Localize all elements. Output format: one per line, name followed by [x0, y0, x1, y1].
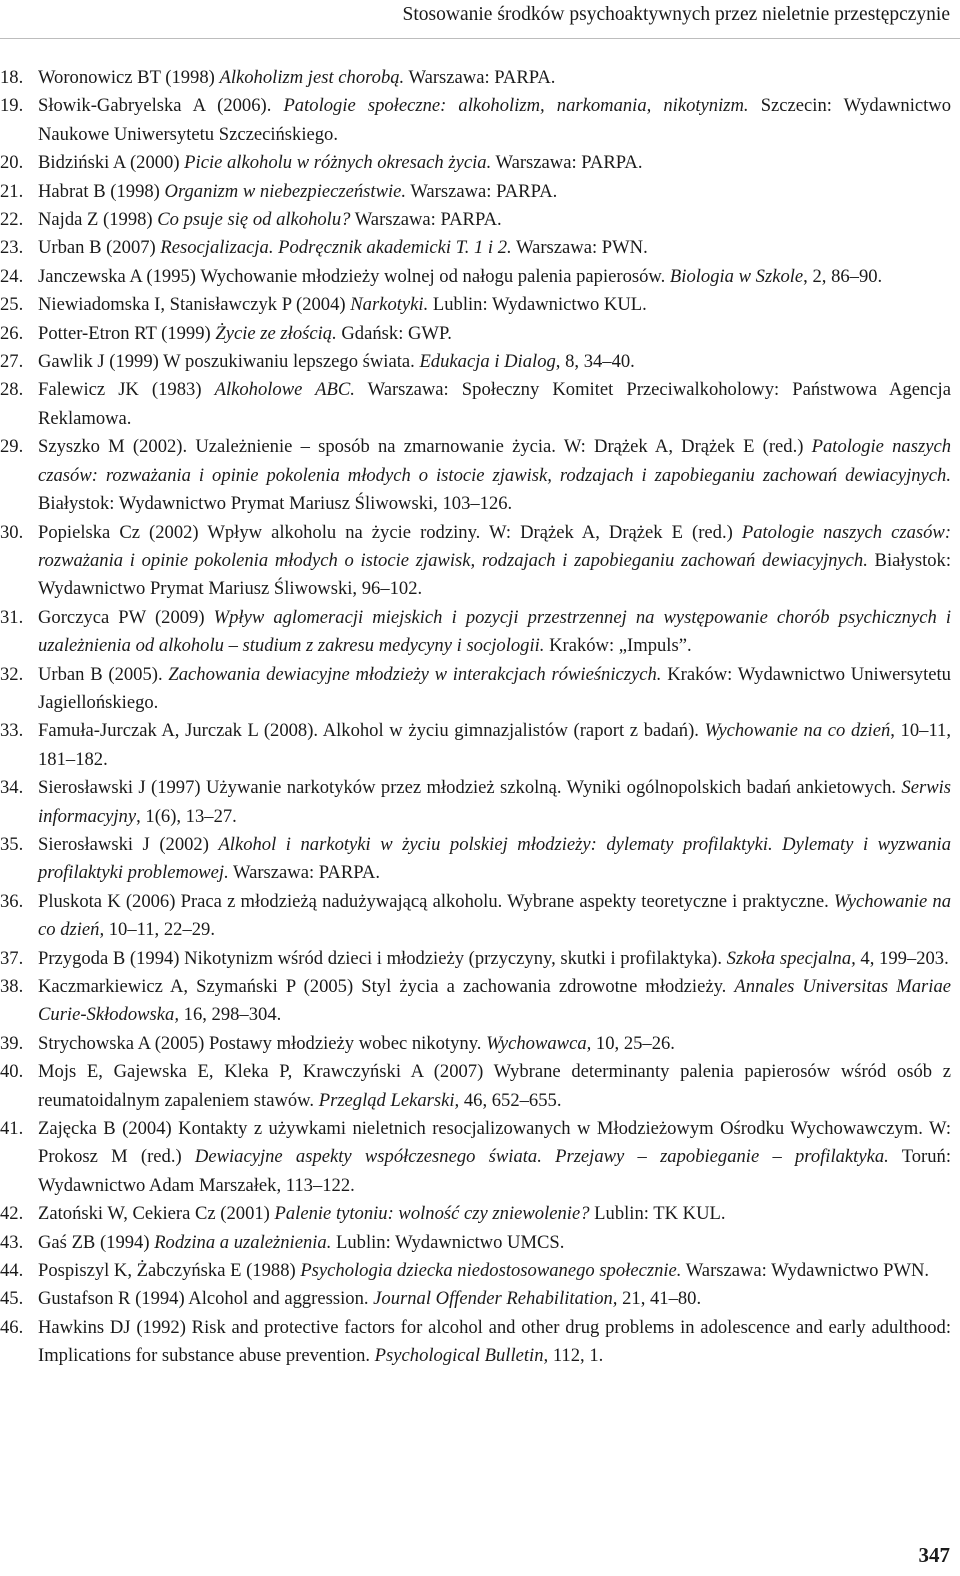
reference-text: [38, 1288, 701, 1309]
reference-italic-segment: Serwis informacyjny: [38, 777, 951, 827]
reference-item: [0, 320, 951, 348]
reference-number: 34.: [0, 777, 24, 799]
reference-segment: Hawkins DJ (1992) Risk and protective factors for alcohol and other drug problems in adolescence and early adulthood: Implications for substance abuse prevention.: [38, 1316, 951, 1367]
reference-segment: Strychowska A (2005) Postawy młodzieży wobec nikotyny.: [38, 1032, 487, 1054]
reference-italic-segment: Alkohol i narkotyki w życiu polskiej młodzieży: dylematy profilaktyki. Dylematy i wyzwania profilaktyki problemowej.: [38, 833, 951, 884]
reference-number: 27.: [0, 351, 24, 373]
reference-text: [38, 379, 951, 428]
reference-italic-segment: Organizm w niebezpieczeństwie.: [164, 180, 407, 202]
reference-segment: Urban B (2005).: [38, 663, 169, 685]
reference-segment: 16, 298–304.: [179, 1004, 282, 1026]
reference-segment: Niewiadomska I, Stanisławczyk P (2004): [38, 294, 351, 316]
reference-segment: Woronowicz BT (1998): [38, 67, 220, 88]
reference-segment: Toruń: Wydawnictwo Adam Marszałek, 113–122.: [38, 1146, 952, 1196]
reference-item: [0, 661, 951, 718]
reference-italic-segment: Palenie tytoniu: wolność czy zniewolenie?: [274, 1203, 590, 1225]
reference-segment: 10–11, 22–29.: [104, 919, 215, 941]
reference-segment: Kaczmarkiewicz A, Szymański P (2005) Styl życia a zachowania zdrowotne młodzieży.: [38, 976, 735, 997]
reference-item: [0, 717, 951, 774]
reference-number: 39.: [0, 1032, 24, 1054]
reference-segment: Zatoński W, Cekiera Cz (2001): [38, 1203, 275, 1225]
reference-segment: Gaś ZB (1994): [38, 1231, 155, 1253]
reference-segment: Gawlik J (1999) W poszukiwaniu lepszego świata.: [38, 351, 420, 373]
reference-segment: Warszawa: PARPA.: [491, 152, 643, 174]
reference-italic-segment: Dewiacyjne aspekty współczesnego świata. Przejawy – zapobieganie – profilaktyka.: [194, 1146, 889, 1168]
reference-text: [38, 1118, 951, 1196]
reference-segment: Warszawa: PARPA.: [406, 180, 558, 202]
reference-item: [0, 1200, 951, 1228]
reference-number: 40.: [0, 1061, 24, 1083]
reference-number: 38.: [0, 976, 24, 997]
reference-number: 30.: [0, 521, 24, 543]
reference-italic-segment: Rodzina a uzależnienia.: [154, 1231, 332, 1253]
reference-item: [0, 92, 951, 149]
reference-text: [38, 834, 951, 883]
reference-number: 33.: [0, 720, 24, 742]
reference-italic-segment: Wychowawca,: [486, 1032, 592, 1054]
reference-segment: Warszawa: PARPA.: [228, 862, 380, 884]
reference-italic-segment: Patologie naszych czasów: rozważania i opinie pokolenia młodych o istocie zjawisk, rodzajach i zapobieganiu zachowań dewiacyjnych.: [38, 521, 952, 571]
reference-segment: Habrat B (1998): [38, 180, 165, 202]
reference-segment: 21, 41–80.: [617, 1288, 702, 1310]
reference-number: 22.: [0, 209, 24, 231]
reference-segment: Białystok: Wydawnictwo Prymat Mariusz Śliwowski, 96–102.: [38, 549, 951, 600]
reference-item: [0, 945, 951, 973]
reference-italic-segment: Annales Universitas Mariae Curie-Skłodowska,: [38, 976, 951, 1026]
reference-italic-segment: Szkoła specjalna,: [726, 947, 856, 969]
reference-number: 42.: [0, 1203, 24, 1225]
reference-item: [0, 973, 951, 1030]
reference-segment: , 10–11, 181–182.: [38, 720, 951, 770]
reference-italic-segment: Wychowanie na co dzień,: [38, 890, 951, 941]
reference-segment: Mojs E, Gajewska E, Kleka P, Krawczyński A (2007) Wybrane determinanty palenia papierosów wśród osób z reumatoidalnym zapaleniem stawów.: [38, 1061, 951, 1111]
reference-segment: Kraków: „Impuls”.: [544, 635, 692, 657]
reference-segment: , 1(6), 13–27.: [136, 805, 237, 827]
reference-item: [0, 149, 951, 177]
reference-text: [38, 1232, 564, 1253]
reference-item: [0, 234, 951, 262]
reference-text: [38, 1061, 951, 1110]
reference-segment: Szyszko M (2002). Uzależnienie – sposób na zmarnowanie życia. W: Drążek A, Drążek E (red.): [38, 436, 812, 458]
reference-number: 45.: [0, 1288, 24, 1310]
reference-segment: Warszawa: PARPA.: [350, 209, 502, 231]
reference-number: 24.: [0, 265, 24, 287]
reference-number: 18.: [0, 67, 24, 88]
reference-text: [38, 294, 647, 315]
reference-item: [0, 291, 951, 319]
reference-number: 41.: [0, 1118, 24, 1140]
reference-segment: Janczewska A (1995) Wychowanie młodzieży wolnej od nałogu palenia papierosów.: [38, 265, 670, 287]
reference-segment: Gorczyca PW (2009): [38, 606, 214, 628]
reference-segment: Warszawa: Wydawnictwo PWN.: [681, 1260, 930, 1282]
reference-text: [38, 95, 951, 144]
reference-item: [0, 519, 951, 604]
reference-segment: Zajęcka B (2004) Kontakty z używkami nieletnich resocjalizowanych w Młodzieżowym Ośrodku Wychowawczym. W: Prokosz M (red.): [38, 1118, 951, 1168]
reference-text: [38, 777, 951, 826]
reference-item: [0, 433, 951, 518]
reference-number: 23.: [0, 237, 24, 259]
reference-italic-segment: Życie ze złością.: [215, 322, 337, 344]
reference-segment: Sierosławski J (2002): [38, 833, 219, 855]
reference-number: 31.: [0, 606, 24, 628]
reference-text: [38, 181, 557, 202]
reference-number: 43.: [0, 1231, 24, 1253]
reference-number: 19.: [0, 95, 24, 117]
reference-segment: Famuła-Jurczak A, Jurczak L (2008). Alkohol w życiu gimnazjalistów (raport z badań).: [38, 720, 705, 742]
reference-segment: Popielska Cz (2002) Wpływ alkoholu na życie rodziny. W: Drążek A, Drążek E (red.): [38, 521, 742, 543]
reference-segment: 46, 652–655.: [459, 1089, 562, 1111]
reference-item: [0, 1115, 951, 1200]
reference-text: [38, 152, 642, 173]
reference-number: 35.: [0, 833, 24, 855]
reference-text: [38, 67, 555, 88]
reference-text: [38, 1260, 929, 1281]
reference-segment: Pospiszyl K, Żabczyńska E (1988): [38, 1260, 301, 1282]
reference-text: [38, 209, 502, 230]
reference-segment: 112, 1.: [548, 1345, 604, 1367]
reference-number: 36.: [0, 890, 24, 912]
reference-text: [38, 266, 882, 287]
reference-italic-segment: Edukacja i Dialog: [419, 351, 556, 373]
reference-segment: Sierosławski J (1997) Używanie narkotyków przez młodzież szkolną. Wyniki ogólnopolskich badań ankietowych.: [38, 777, 902, 799]
reference-text: [38, 522, 951, 600]
reference-italic-segment: Psychologia dziecka niedostosowanego społecznie.: [300, 1260, 682, 1282]
reference-segment: Szczecin: Wydawnictwo Naukowe Uniwersytetu Szczecińskiego.: [38, 95, 951, 145]
reference-segment: Pluskota K (2006) Praca z młodzieżą nadużywającą alkoholu. Wybrane aspekty teoretyczne i praktyczne.: [38, 890, 834, 912]
reference-text: [38, 664, 951, 713]
reference-text: [38, 1033, 675, 1054]
reference-number: 21.: [0, 180, 24, 202]
reference-segment: Lublin: TK KUL.: [589, 1203, 726, 1225]
reference-segment: Urban B (2007): [38, 237, 161, 259]
reference-text: [38, 607, 951, 656]
reference-item: [0, 604, 951, 661]
reference-number: 44.: [0, 1260, 24, 1282]
reference-number: 46.: [0, 1316, 24, 1338]
reference-item: [0, 1229, 951, 1257]
reference-segment: Lublin: Wydawnictwo KUL.: [428, 294, 647, 316]
reference-italic-segment: Picie alkoholu w różnych okresach życia.: [184, 152, 492, 174]
reference-text: [38, 891, 951, 940]
reference-number: 26.: [0, 322, 24, 344]
reference-item: [0, 1058, 951, 1115]
reference-italic-segment: Co psuje się od alkoholu?: [157, 209, 351, 231]
reference-italic-segment: Zachowania dewiacyjne młodzieży w interakcjach rówieśniczych.: [168, 663, 662, 685]
reference-segment: Kraków: Wydawnictwo Uniwersytetu Jagiellońskiego.: [38, 663, 951, 713]
reference-segment: Białystok: Wydawnictwo Prymat Mariusz Śliwowski, 103–126.: [38, 493, 513, 515]
reference-segment: Warszawa: PARPA.: [404, 67, 556, 88]
reference-item: [0, 376, 951, 433]
reference-item: [0, 206, 951, 234]
reference-number: 37.: [0, 947, 24, 969]
reference-text: [38, 237, 648, 258]
reference-italic-segment: Biologia w Szkole: [669, 265, 804, 287]
reference-item: [0, 1257, 951, 1285]
header-divider: [0, 38, 960, 39]
reference-segment: Gdańsk: GWP.: [336, 322, 452, 344]
reference-segment: 10, 25–26.: [591, 1032, 675, 1054]
reference-text: [38, 323, 452, 344]
reference-item: [0, 1030, 951, 1058]
reference-italic-segment: Resocjalizacja. Podręcznik akademicki T. 1 i 2.: [160, 237, 512, 259]
reference-number: 28.: [0, 379, 24, 401]
reference-item: [0, 888, 951, 945]
reference-item: [0, 774, 951, 831]
reference-item: [0, 263, 951, 291]
reference-segment: Słowik-Gabryelska A (2006).: [38, 95, 284, 117]
reference-segment: Gustafson R (1994) Alcohol and aggression.: [38, 1288, 374, 1310]
reference-item: [0, 831, 951, 888]
reference-item: [0, 178, 951, 206]
reference-item: [0, 1285, 951, 1313]
reference-italic-segment: Journal Offender Rehabilitation,: [373, 1288, 618, 1310]
reference-list: [0, 64, 951, 1371]
reference-segment: Falewicz JK (1983): [38, 379, 215, 401]
reference-italic-segment: Patologie społeczne: alkoholizm, narkomania, nikotynizm.: [283, 95, 749, 117]
reference-italic-segment: Wychowanie na co dzień: [704, 720, 891, 742]
reference-segment: Warszawa: Społeczny Komitet Przeciwalkoholowy: Państwowa Agencja Reklamowa.: [38, 379, 951, 429]
running-header: Stosowanie środków psychoaktywnych przez nieletnie przestępczynie: [402, 4, 950, 25]
reference-item: [0, 348, 951, 376]
reference-text: [38, 436, 951, 514]
reference-segment: Warszawa: PWN.: [511, 237, 648, 259]
reference-number: 20.: [0, 152, 24, 174]
reference-segment: Przygoda B (1994) Nikotynizm wśród dzieci i młodzieży (przyczyny, skutki i profilaktyka).: [38, 947, 727, 969]
reference-segment: , 8, 34–40.: [555, 351, 635, 373]
reference-text: [38, 1203, 726, 1224]
reference-text: [38, 1317, 951, 1366]
reference-number: 29.: [0, 436, 24, 458]
reference-number: 25.: [0, 294, 24, 316]
reference-italic-segment: Alkoholowe ABC.: [214, 379, 355, 401]
reference-italic-segment: Wpływ aglomeracji miejskich i pozycji przestrzennej na występowanie chorób psychicznych i uzależnienia od alkoholu – studium z zakresu medycyny i socjologii.: [38, 606, 952, 657]
reference-segment: Najda Z (1998): [38, 209, 158, 231]
reference-italic-segment: Alkoholizm jest chorobą.: [219, 67, 405, 88]
reference-segment: Potter-Etron RT (1999): [38, 322, 216, 344]
reference-text: [38, 948, 949, 969]
reference-segment: Lublin: Wydawnictwo UMCS.: [331, 1231, 565, 1253]
reference-italic-segment: Psychological Bulletin,: [374, 1345, 549, 1367]
reference-text: [38, 720, 951, 769]
reference-italic-segment: Przegląd Lekarski,: [318, 1089, 460, 1111]
reference-text: [38, 351, 635, 372]
reference-segment: , 2, 86–90.: [803, 265, 883, 287]
reference-segment: Bidziński A (2000): [38, 152, 185, 174]
reference-number: 32.: [0, 663, 24, 685]
reference-segment: 4, 199–203.: [855, 947, 949, 969]
reference-item: [0, 1314, 951, 1371]
reference-item: [0, 64, 951, 92]
reference-text: [38, 976, 951, 1025]
reference-italic-segment: Narkotyki.: [350, 294, 429, 316]
reference-italic-segment: Patologie naszych czasów: rozważania i opinie pokolenia młodych o istocie zjawisk, rodzajach i zapobieganiu zachowań dewiacyjnych.: [38, 436, 951, 486]
page-number: 347: [918, 1543, 950, 1567]
